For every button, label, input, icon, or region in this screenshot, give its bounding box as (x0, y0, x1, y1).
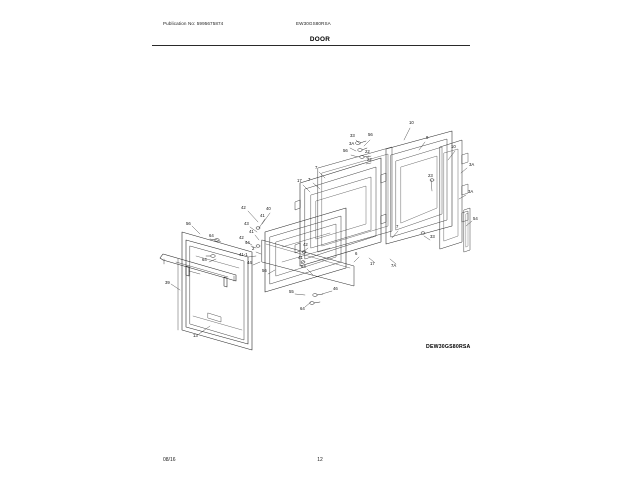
outer-door-panel (160, 229, 255, 350)
callout-label: 56 (262, 268, 267, 273)
callout-label: 64 (202, 257, 207, 262)
callout-label: 13 (193, 333, 198, 338)
publication-number: Publication No: 5995675874 (163, 21, 224, 26)
callout-label: 56 (368, 132, 373, 137)
diagram-model-caption: DEW30GS80RSA (426, 344, 471, 350)
callout-label: 42 (241, 205, 246, 210)
fasteners (206, 141, 434, 304)
side-bracket (464, 208, 470, 252)
callout-label: 3A (468, 189, 474, 194)
callout-label: 7 (396, 224, 399, 229)
footer-page-number: 12 (317, 457, 323, 463)
callout-label: 10 (451, 144, 456, 149)
callout-label: 44 (247, 260, 252, 265)
callout-label: 41-1 (239, 252, 248, 257)
callout-label: 54 (473, 216, 478, 221)
callout-label: 39 (165, 280, 170, 285)
callout-label: 22 (365, 149, 370, 154)
model-code: EW30GS80RSA (296, 21, 331, 26)
callout-label: 10 (409, 120, 414, 125)
callout-label: 3A (349, 141, 355, 146)
callout-label: 9 (426, 135, 429, 140)
callout-label: 64 (300, 306, 305, 311)
callout-label: 6 (355, 251, 358, 256)
footer-date: 08/16 (163, 457, 176, 463)
callout-label: 7 (315, 165, 318, 170)
callout-label: 43 (244, 221, 249, 226)
callout-label: 56 (343, 148, 348, 153)
callout-label: 7A (391, 263, 397, 268)
callout-label: 7 (308, 177, 311, 182)
callout-label: 46 (333, 286, 338, 291)
callout-label: 41 (260, 213, 265, 218)
callout-label: 17 (297, 178, 302, 183)
callout-label: 55 (289, 289, 294, 294)
callout-label: 56 (186, 221, 191, 226)
callout-label: 22 (367, 157, 372, 162)
callout-label: 3A (469, 162, 475, 167)
callout-label: 42 (303, 242, 308, 247)
callout-label: 41 (298, 255, 303, 260)
callout-label: 33 (350, 133, 355, 138)
callout-label: 2 (252, 246, 255, 251)
callout-label: 23 (428, 173, 433, 178)
page-title: DOOR (309, 36, 331, 43)
callout-label: 40 (266, 206, 271, 211)
callout-label: 44 (245, 240, 250, 245)
leader-lines (171, 128, 475, 334)
callout-label: 64 (209, 233, 214, 238)
callout-label: 41 (249, 229, 254, 234)
callout-label: 33 (430, 234, 435, 239)
callout-label: 17 (370, 261, 375, 266)
door-inner-frame (295, 158, 386, 266)
callout-label: 42 (239, 235, 244, 240)
callout-label: 64 (301, 264, 306, 269)
